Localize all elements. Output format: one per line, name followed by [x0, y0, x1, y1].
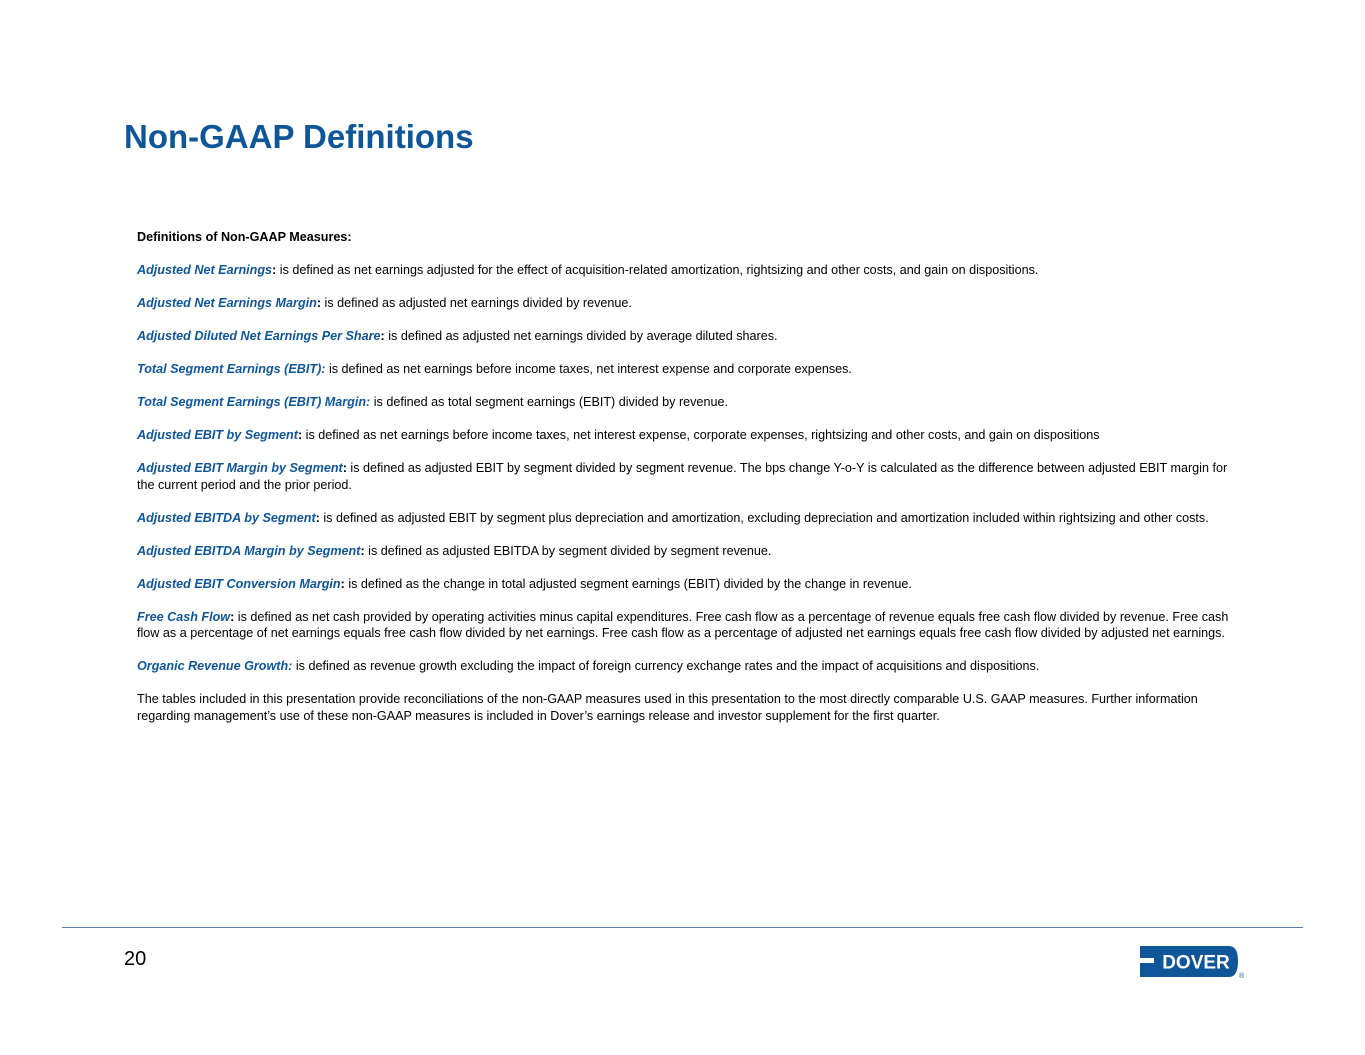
definition-text: is defined as adjusted net earnings divided by revenue. [321, 296, 632, 310]
definition-term: Adjusted Net Earnings Margin [137, 296, 317, 310]
definition-term: Free Cash Flow [137, 609, 231, 624]
definition-separator: : [380, 329, 385, 343]
definition-item [137, 295, 1237, 312]
definition-item [137, 361, 1237, 378]
dover-logo [1139, 942, 1243, 980]
definition-item [137, 658, 1237, 675]
definition-separator: : [342, 461, 347, 475]
logo-registered-mark: ® [1239, 973, 1245, 980]
closing-paragraph: The tables included in this presentation provide reconciliations of the non-GAAP measures used in this presentation to the most directly comparable U.S. GAAP measures. Further information regarding management’s use of these non-GAAP measures is included in Dover’s earnings release and investor supplement for the first quarter. [137, 692, 1198, 723]
page-number: 20 [124, 948, 147, 970]
definition-term: Organic Revenue Growth: [137, 659, 293, 673]
definition-term: Total Segment Earnings (EBIT): [137, 362, 326, 376]
definition-separator: : [340, 576, 345, 591]
definition-separator: : [360, 543, 365, 558]
definition-item [137, 427, 1237, 444]
section-heading: Definitions of Non-GAAP Measures: [137, 230, 352, 244]
definition-term: Adjusted EBITDA Margin by Segment [137, 543, 361, 558]
definition-item [137, 543, 1237, 560]
definition-item [137, 262, 1237, 279]
definition-term: Adjusted Net Earnings [137, 263, 273, 277]
definition-text: is defined as revenue growth excluding the impact of foreign currency exchange rates and the impact of acquisitions and dispositions. [292, 659, 1040, 673]
definition-term: Adjusted Diluted Net Earnings Per Share [137, 329, 381, 343]
definition-text: is defined as adjusted EBIT by segment plus depreciation and amortization, excluding depreciation and amortization included within rightsizing and other costs. [319, 510, 1209, 525]
definition-text: is defined as net earnings before income taxes, net interest expense and corporate expenses. [325, 362, 852, 376]
definition-item [137, 510, 1237, 527]
definition-text: is defined as adjusted EBITDA by segment divided by segment revenue. [364, 543, 772, 558]
definition-text: is defined as net cash provided by operating activities minus capital expenditures. Free cash flow as a percentage of revenue equals free cash flow divided by revenue. Free cash flow as a percentage of net earnings equals free cash flow divided by net earnings. Free cash flow as a percentage of adjusted net earnings equals free cash flow divided by adjusted net earnings. [137, 609, 1229, 640]
page-title: Non-GAAP Definitions [124, 118, 474, 155]
definition-separator: : [315, 510, 320, 525]
definitions-content [137, 229, 1237, 741]
definition-item [137, 460, 1237, 493]
definition-text: is defined as net earnings before income taxes, net interest expense, corporate expenses, rightsizing and other costs, and gain on dispositions [302, 428, 1100, 442]
definition-separator: : [297, 428, 303, 442]
definition-text: is defined as total segment earnings (EBIT) divided by revenue. [370, 395, 728, 409]
definition-item [137, 394, 1237, 411]
definition-separator: : [230, 609, 235, 624]
definition-term: Adjusted EBITDA by Segment [137, 510, 316, 525]
definition-term: Total Segment Earnings (EBIT) Margin: [137, 395, 371, 409]
definition-text: is defined as the change in total adjusted segment earnings (EBIT) divided by the change in revenue. [344, 576, 912, 591]
logo-text: DOVER [1162, 952, 1230, 974]
definition-separator: : [316, 296, 322, 310]
definition-text: is defined as adjusted EBIT by segment divided by segment revenue. The bps change Y-o-Y is calculated as the difference between adjusted EBIT margin for the current period and the prior period. [137, 461, 1228, 492]
definition-term: Adjusted EBIT by Segment [137, 428, 298, 442]
definition-item [137, 328, 1237, 345]
definition-text: is defined as adjusted net earnings divided by average diluted shares. [384, 329, 778, 343]
definition-text: is defined as net earnings adjusted for the effect of acquisition-related amortization, rightsizing and other costs, and gain on dispositions. [276, 263, 1039, 277]
definition-item [137, 576, 1237, 593]
footer-divider [62, 927, 1303, 928]
definition-separator: : [272, 263, 277, 277]
definition-term: Adjusted EBIT Margin by Segment [137, 461, 343, 475]
definition-term: Adjusted EBIT Conversion Margin [137, 576, 341, 591]
definition-item [137, 609, 1237, 642]
logo-stripe [1140, 958, 1154, 963]
